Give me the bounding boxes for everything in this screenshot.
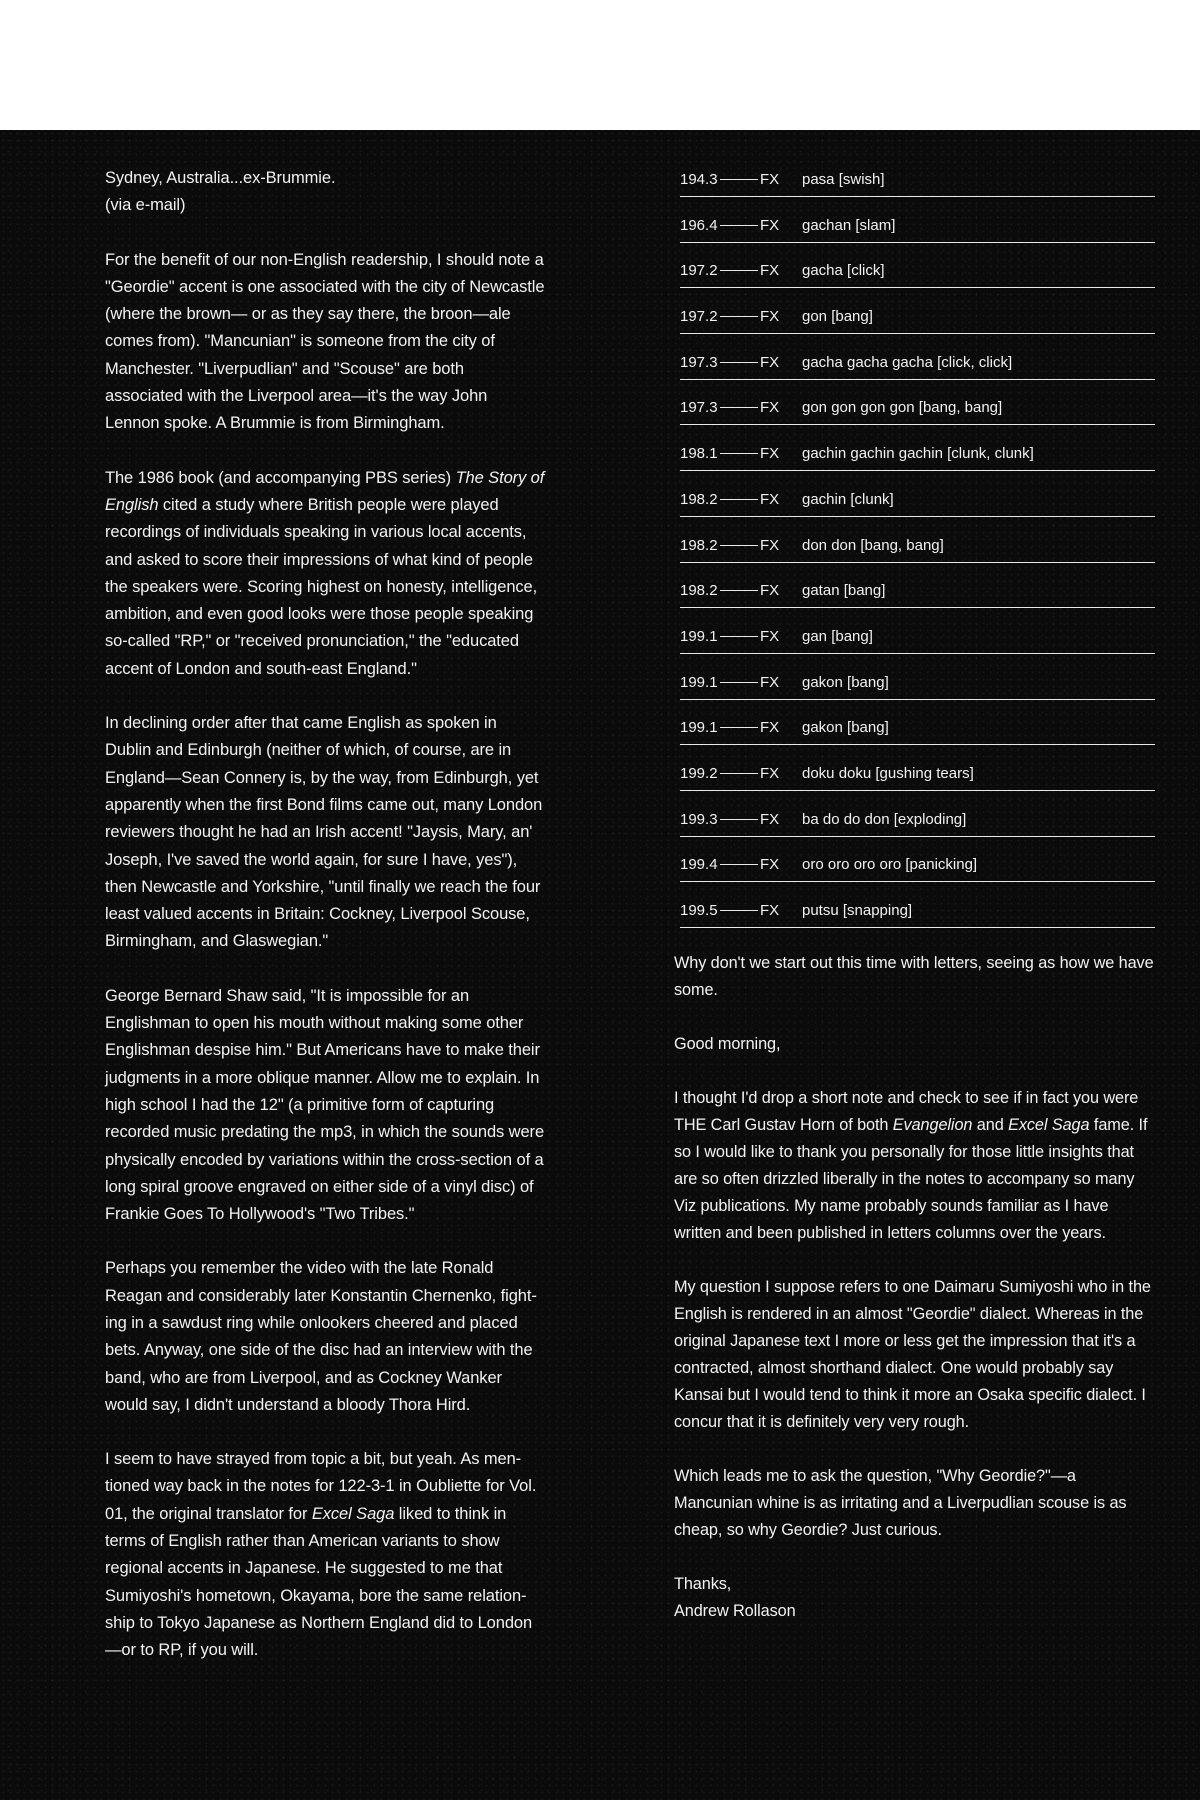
fx-underline xyxy=(680,196,1155,197)
fx-underline xyxy=(680,379,1155,380)
book-title: The Story of English xyxy=(105,468,545,514)
fx-dash xyxy=(720,773,758,774)
fx-page-number: 199.3 xyxy=(680,810,718,828)
fx-sound-effect: gacha [click] xyxy=(802,262,885,280)
fx-dash xyxy=(720,590,758,591)
fx-note-row xyxy=(680,302,1155,348)
fx-sound-effect: gon gon gon gon [bang, bang] xyxy=(802,399,1003,417)
fx-sound-effect: gakon [bang] xyxy=(802,673,889,691)
fx-label: FX xyxy=(760,171,780,188)
fx-underline xyxy=(680,699,1155,700)
fx-note-row xyxy=(680,850,1155,896)
fx-label: FX xyxy=(760,764,780,782)
series-title: Excel Saga xyxy=(1008,1116,1090,1134)
fx-dash xyxy=(720,545,758,546)
fx-underline xyxy=(680,333,1155,334)
fx-label: FX xyxy=(760,902,780,919)
fx-note-row xyxy=(680,485,1155,531)
fx-dash xyxy=(720,727,758,728)
fx-dash xyxy=(720,179,758,180)
fx-note-row xyxy=(680,256,1155,302)
fx-note-row xyxy=(680,439,1155,485)
fx-note-row xyxy=(680,393,1155,439)
fx-page-number: 198.2 xyxy=(680,582,718,600)
fx-underline xyxy=(680,744,1155,745)
fx-sound-effect: oro oro oro oro [panicking] xyxy=(802,856,978,874)
fx-page-number: 198.1 xyxy=(680,445,718,463)
fx-label: FX xyxy=(760,490,780,508)
greeting: Good morning, xyxy=(674,1035,781,1053)
fx-sound-effect: don don [bang, bang] xyxy=(802,536,944,554)
signoff-paragraph: Sydney, Australia...ex-Brummie. (via e-mail) xyxy=(105,169,336,215)
fx-dash xyxy=(720,819,758,820)
fx-page-number: 197.2 xyxy=(680,262,718,280)
fx-dash xyxy=(720,316,758,317)
fx-underline xyxy=(680,242,1155,243)
fx-notes-list xyxy=(680,165,1155,942)
fx-sound-effect: pasa [swish] xyxy=(802,171,885,188)
fx-page-number: 199.2 xyxy=(680,764,718,782)
paragraph-text: and xyxy=(972,1116,1009,1134)
fx-dash xyxy=(720,270,758,271)
fx-dash xyxy=(720,682,758,683)
fx-note-row xyxy=(680,896,1155,942)
paragraph-text: I thought I'd drop a short note and check to see if in fact you were THE Carl Gustav Horn of both xyxy=(674,1089,1139,1134)
fx-sound-effect: gakon [bang] xyxy=(802,719,889,737)
fx-label: FX xyxy=(760,353,780,371)
right-text-column xyxy=(674,950,1154,1625)
series-title: Excel Saga xyxy=(311,1504,395,1523)
fx-underline xyxy=(680,653,1155,654)
fx-label: FX xyxy=(760,627,780,645)
fx-dash xyxy=(720,225,758,226)
fx-page-number: 199.1 xyxy=(680,627,718,645)
letter-paragraph-1 xyxy=(674,1085,1154,1247)
fx-label: FX xyxy=(760,719,780,737)
fx-label: FX xyxy=(760,582,780,600)
story-of-english-paragraph xyxy=(105,465,545,683)
fx-dash xyxy=(720,407,758,408)
fx-label: FX xyxy=(760,673,780,691)
fx-note-row xyxy=(680,165,1155,211)
fx-page-number: 199.5 xyxy=(680,902,718,919)
reagan-video-paragraph: Perhaps you remember the video with the late Ronald Reagan and considerably later Konstantin Chernenko, fight-ing in a sawdust ring while onlookers cheered and placed bets. Anyway, one side of the disc had an interview with the band, who are from Liverpool, and as Cockney Wanker would say, I didn't understand a bloody Thora Hird. xyxy=(105,1259,537,1414)
fx-dash xyxy=(720,864,758,865)
fx-note-row xyxy=(680,622,1155,668)
fx-sound-effect: gachan [slam] xyxy=(802,216,896,234)
letter-paragraph-2: My question I suppose refers to one Daimaru Sumiyoshi who in the English is rendered in an almost "Geordie" dialect. Whereas in the original Japanese text I more or less get the impression that it's a contracted, almost shorthand dialect. One would probably say Kansai but I would tend to think it more an Osaka specific dialect. I concur that it is definitely very very rough. xyxy=(674,1278,1151,1431)
fx-note-row xyxy=(680,759,1155,805)
fx-dash xyxy=(720,636,758,637)
fx-sound-effect: ba do do don [exploding] xyxy=(802,810,967,828)
paragraph-text: cited a study where British people were played recordings of individuals speaking in various local accents, and asked to score their impressions of what kind of people the speakers were. Scoring highest on honesty, intelligence, ambition, and even good looks were those people speaking so-called "RP," or "received pronunciation," the "educated accent of London and south-east England." xyxy=(105,495,538,678)
fx-underline xyxy=(680,562,1155,563)
fx-dash xyxy=(720,910,758,911)
paragraph-text: The 1986 book (and accompanying PBS series) xyxy=(105,468,456,487)
declining-order-paragraph: In declining order after that came English as spoken in Dublin and Edinburgh (neither of which, of course, are in England—Sean Connery is, by the way, from Edinburgh, yet apparently when the first Bond films came out, many London reviewers thought he had an Irish accent! "Jaysis, Mary, an' Joseph, I've saved the world again, for sure I have, yes"), then Newcastle and Yorkshire, "until finally we reach the four least valued accents in Britain: Cockney, Liverpool Scouse, Birmingham, and Glaswegian." xyxy=(105,714,543,951)
series-title: Evangelion xyxy=(892,1116,973,1134)
fx-label: FX xyxy=(760,399,780,417)
fx-sound-effect: gachin gachin gachin [clunk, clunk] xyxy=(802,445,1034,463)
accent-explanation-paragraph: For the benefit of our non-English readership, I should note a "Geordie" accent is one associated with the city of Newcastle (where the brown— or as they say there, the broon—ale comes from). "Mancunian" is someone from the city of Manchester. "Liverpudlian" and "Scouse" are both associated with the Liverpool area—it's the way John Lennon spoke. A Brummie is from Birmingham. xyxy=(105,250,545,433)
fx-label: FX xyxy=(760,856,780,874)
fx-page-number: 199.1 xyxy=(680,719,718,737)
fx-underline xyxy=(680,836,1155,837)
fx-page-number: 198.2 xyxy=(680,536,718,554)
fx-underline xyxy=(680,424,1155,425)
shaw-quote-paragraph: George Bernard Shaw said, "It is impossible for an Englishman to open his mouth without making some other Englishman despise him." But Americans have to make their judgments in a more oblique manner. Allow me to explain. In high school I had the 12" (a primitive form of capturing recorded music predating the mp3, in which the sounds were physically encoded by variations within the cross-section of a long spiral groove engraved on either side of a vinyl disc) of Frankie Goes To Hollywood's "Two Tribes." xyxy=(105,986,545,1224)
fx-sound-effect: gachin [clunk] xyxy=(802,490,894,508)
fx-sound-effect: putsu [snapping] xyxy=(802,902,913,919)
fx-note-row xyxy=(680,211,1155,257)
fx-page-number: 196.4 xyxy=(680,216,718,234)
fx-sound-effect: gan [bang] xyxy=(802,627,873,645)
fx-sound-effect: gatan [bang] xyxy=(802,582,886,600)
fx-underline xyxy=(680,927,1155,928)
fx-underline xyxy=(680,607,1155,608)
fx-label: FX xyxy=(760,216,780,234)
fx-note-row xyxy=(680,348,1155,394)
fx-underline xyxy=(680,470,1155,471)
fx-label: FX xyxy=(760,445,780,463)
fx-label: FX xyxy=(760,536,780,554)
fx-note-row xyxy=(680,713,1155,759)
fx-page-number: 197.3 xyxy=(680,399,718,417)
paragraph-text: liked to think in terms of English rather than American variants to show regional accents in Japanese. He suggested to me that Sumiyoshi's hometown, Okayama, bore the same relation-ship to Tokyo Japanese as Northern England did to London—or to RP, if you will. xyxy=(105,1504,533,1660)
fx-note-row xyxy=(680,576,1155,622)
letter-paragraph-3: Which leads me to ask the question, "Why Geordie?"—a Mancunian whine is as irritating and a Liverpudlian scouse is as cheap, so why Geordie? Just curious. xyxy=(674,1467,1127,1539)
fx-sound-effect: doku doku [gushing tears] xyxy=(802,764,974,782)
fx-sound-effect: gon [bang] xyxy=(802,308,873,326)
paragraph-text: fame. If so I would like to thank you personally for those little insights that are so often drizzled liberally in the notes to accompany so many Viz publications. My name probably sounds familiar as I have written and been published in letters columns over the years. xyxy=(674,1116,1148,1242)
translator-paragraph xyxy=(105,1446,545,1664)
fx-underline xyxy=(680,790,1155,791)
fx-label: FX xyxy=(760,262,780,280)
paragraph-text: I seem to have strayed from topic a bit, but yeah. As men-tioned way back in the notes for 122-3-1 in Oubliette for Vol. 01, the original translator for xyxy=(105,1450,537,1523)
fx-underline xyxy=(680,287,1155,288)
fx-page-number: 197.2 xyxy=(680,308,718,326)
fx-page-number: 199.1 xyxy=(680,673,718,691)
letter-signoff: Thanks, Andrew Rollason xyxy=(674,1575,796,1620)
fx-page-number: 197.3 xyxy=(680,353,718,371)
fx-note-row xyxy=(680,805,1155,851)
fx-label: FX xyxy=(760,810,780,828)
fx-sound-effect: gacha gacha gacha [click, click] xyxy=(802,353,1013,371)
fx-note-row xyxy=(680,668,1155,714)
fx-dash xyxy=(720,362,758,363)
fx-page-number: 194.3 xyxy=(680,171,718,188)
fx-page-number: 198.2 xyxy=(680,490,718,508)
fx-underline xyxy=(680,516,1155,517)
fx-underline xyxy=(680,881,1155,882)
fx-dash xyxy=(720,499,758,500)
fx-note-row xyxy=(680,531,1155,577)
fx-page-number: 199.4 xyxy=(680,856,718,874)
fx-label: FX xyxy=(760,308,780,326)
intro-paragraph: Why don't we start out this time with letters, seeing as how we have some. xyxy=(674,954,1154,999)
fx-dash xyxy=(720,453,758,454)
left-text-column xyxy=(105,165,545,1692)
